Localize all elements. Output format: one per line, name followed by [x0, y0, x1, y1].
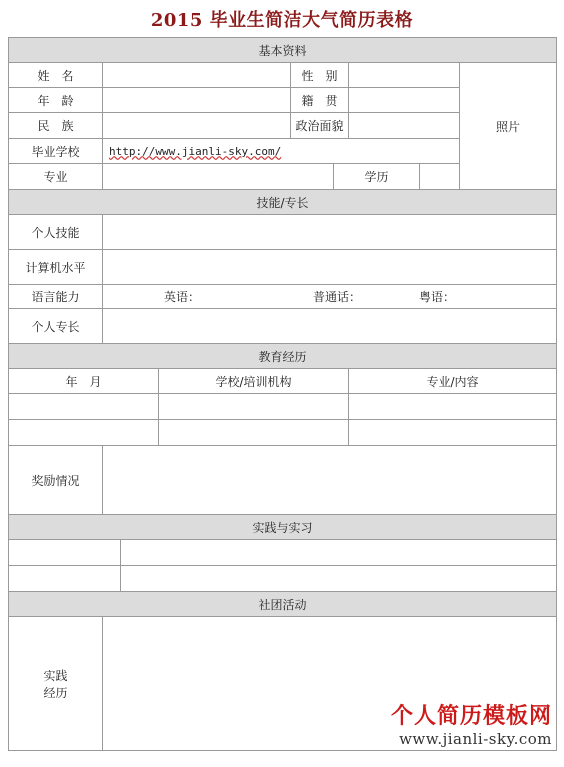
specialty-field[interactable]: [103, 309, 557, 344]
name-field[interactable]: [103, 63, 291, 88]
label-cantonese: 粤语：: [419, 290, 456, 304]
label-ethnicity: 民 族: [9, 113, 103, 139]
gender-field[interactable]: [349, 63, 460, 88]
col-header-date: 年 月: [9, 369, 159, 394]
label-personal-skills: 个人技能: [9, 215, 103, 250]
label-mandarin: 普通话：: [312, 290, 361, 304]
label-language: 语言能力: [9, 285, 103, 309]
resume-table: [8, 37, 557, 751]
degree-field[interactable]: [420, 164, 460, 190]
practice-date-cell[interactable]: [9, 566, 121, 592]
language-field[interactable]: [103, 285, 557, 309]
education-school-cell[interactable]: [159, 420, 349, 446]
education-major-cell[interactable]: [349, 420, 557, 446]
watermark-text: 个人简历模板网: [390, 704, 552, 729]
school-field[interactable]: [103, 139, 460, 164]
practice-content-cell[interactable]: [121, 540, 557, 566]
section-header-basic: 基本资料: [9, 38, 557, 63]
label-school: 毕业学校: [9, 139, 103, 164]
label-age: 年 龄: [9, 88, 103, 113]
section-header-education: 教育经历: [9, 344, 557, 369]
col-header-school: 学校/培训机构: [159, 369, 349, 394]
label-computer-level: 计算机水平: [9, 250, 103, 285]
section-header-skills: 技能/专长: [9, 190, 557, 215]
label-native-place: 籍 贯: [291, 88, 349, 113]
label-awards: 奖励情况: [9, 446, 103, 515]
photo-cell[interactable]: 照片: [460, 63, 557, 190]
section-header-club: 社团活动: [9, 592, 557, 617]
education-date-cell[interactable]: [9, 420, 159, 446]
label-specialty: 个人专长: [9, 309, 103, 344]
section-header-practice: 实践与实习: [9, 515, 557, 540]
major-field[interactable]: [103, 164, 334, 190]
awards-field[interactable]: [103, 446, 557, 515]
label-name: 姓 名: [9, 63, 103, 88]
col-header-major: 专业/内容: [349, 369, 557, 394]
personal-skills-field[interactable]: [103, 215, 557, 250]
label-practice-experience: [9, 617, 103, 751]
label-degree: 学历: [334, 164, 420, 190]
education-date-cell[interactable]: [9, 394, 159, 420]
practice-date-cell[interactable]: [9, 540, 121, 566]
native-place-field[interactable]: [349, 88, 460, 113]
watermark: [391, 704, 552, 748]
practice-content-cell[interactable]: [121, 566, 557, 592]
label-major: 专业: [9, 164, 103, 190]
watermark-url: www.jianli-sky.com: [399, 730, 552, 748]
age-field[interactable]: [103, 88, 291, 113]
ethnicity-field[interactable]: [103, 113, 291, 139]
label-political-status: 政治面貌: [291, 113, 349, 139]
page-title: 2015 毕业生简洁大气简历表格: [150, 10, 414, 31]
education-school-cell[interactable]: [159, 394, 349, 420]
label-english: 英语：: [163, 290, 200, 304]
computer-level-field[interactable]: [103, 250, 557, 285]
label-practice-line1: 实践: [43, 668, 68, 683]
label-gender: 性 别: [291, 63, 349, 88]
education-major-cell[interactable]: [349, 394, 557, 420]
political-status-field[interactable]: [349, 113, 460, 139]
label-practice-line2: 经历: [43, 685, 68, 700]
school-url-text: http://www.jianli-sky.com/: [109, 144, 282, 158]
